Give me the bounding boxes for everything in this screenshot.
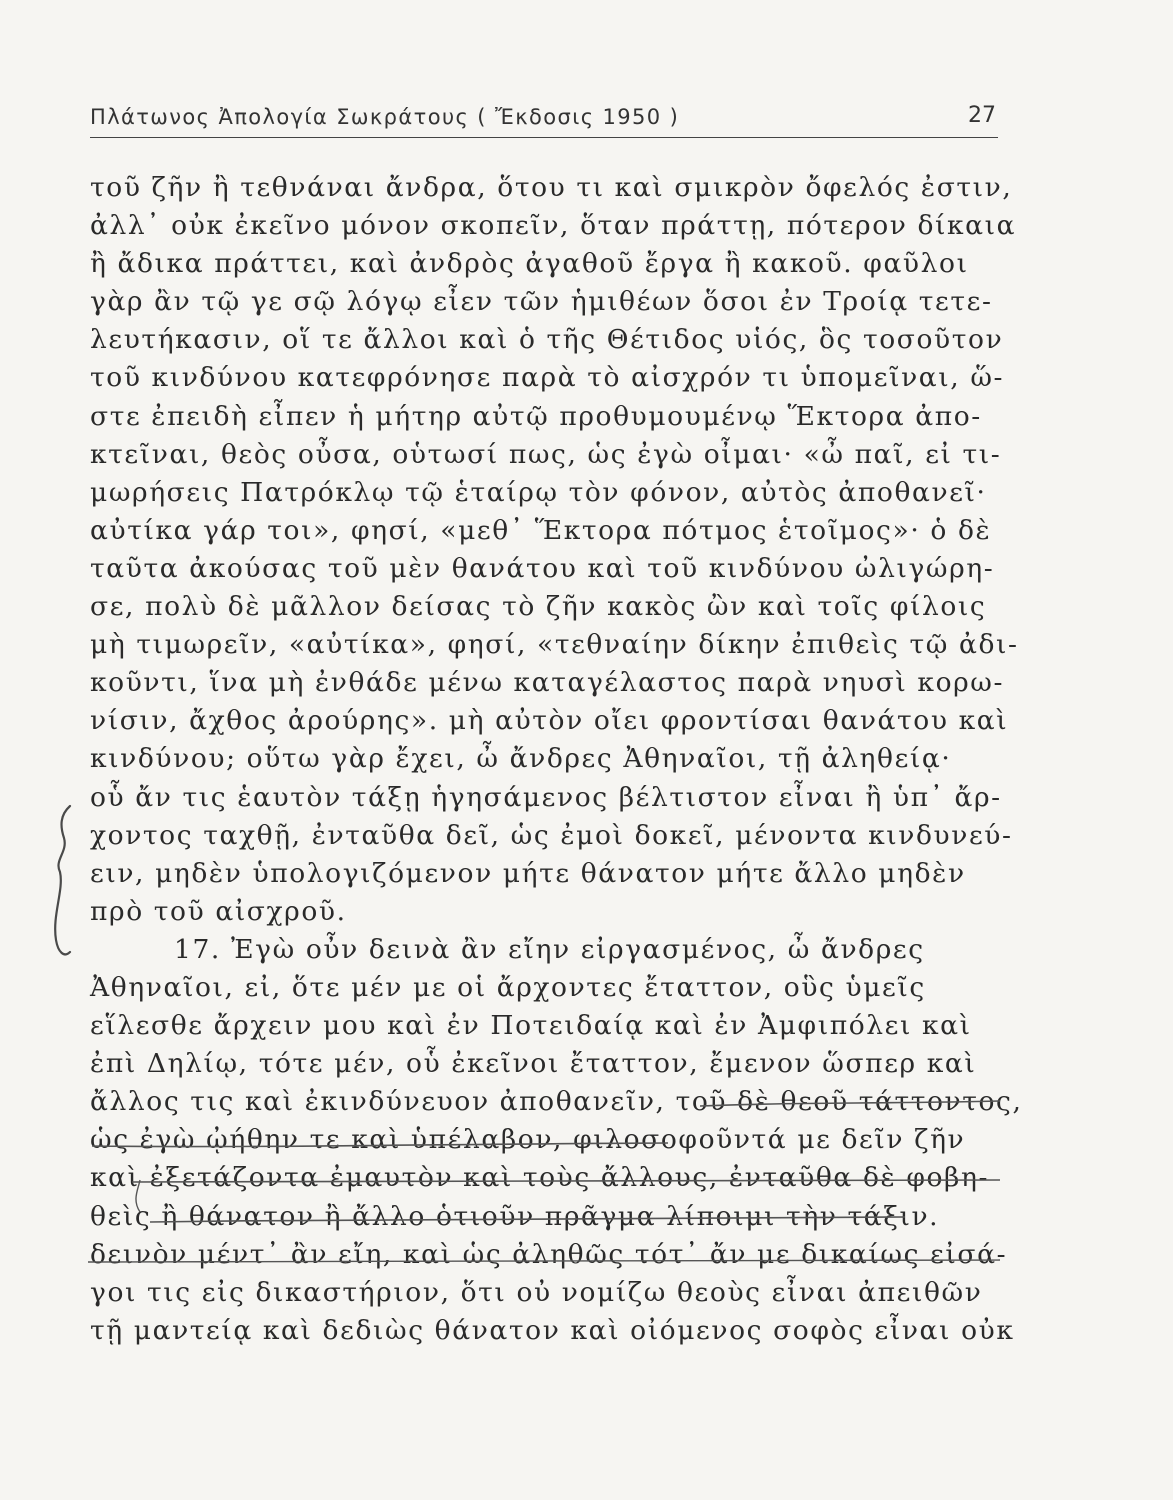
text-line: μὴ τιμωρεῖν, «αὐτίκα», φησί, «τεθναίην δίκην ἐπιθεὶς τῷ ἀδι- xyxy=(90,629,1019,661)
text-line: νίσιν, ἄχθος ἀρούρης». μὴ αὐτὸν οἴει φροντίσαι θανάτου καὶ xyxy=(90,705,1009,737)
text-line: τοῦ ζῆν ἢ τεθνάναι ἄνδρα, ὅτου τι καὶ σμικρὸν ὄφελός ἐστιν, xyxy=(90,172,1013,203)
text-line: λευτήκασιν, οἵ τε ἄλλοι καὶ ὁ τῆς Θέτιδος υἱός, ὃς τοσοῦτον xyxy=(90,324,1004,356)
text-line: γοι τις εἰς δικαστήριον, ὅτι οὐ νομίζω θεοὺς εἶναι ἀπειθῶν xyxy=(90,1276,983,1308)
text-line: κοῦντι, ἵνα μὴ ἐνθάδε μένω καταγέλαστος παρὰ νηυσὶ κορω- xyxy=(90,667,1005,699)
page-number: 27 xyxy=(968,103,996,128)
text-line: δεινὸν μέντ᾽ ἂν εἴη, καὶ ὡς ἀληθῶς τότ᾽ ἄν με δικαίως εἰσά- xyxy=(90,1238,1008,1270)
text-line: στε ἐπειδὴ εἶπεν ἡ μήτηρ αὐτῷ προθυμουμένῳ Ἕκτορα ἀπο- xyxy=(90,400,982,432)
chapter-17-start: 17. Ἐγὼ οὖν δεινὰ ἂν εἴην εἰργασμένος, ὦ ἄνδρες xyxy=(174,933,925,965)
text-line: γὰρ ἂν τῷ γε σῷ λόγῳ εἶεν τῶν ἡμιθέων ὅσοι ἐν Τροίᾳ τετε- xyxy=(90,286,993,318)
text-line: ἢ ἄδικα πράττει, καὶ ἀνδρὸς ἀγαθοῦ ἔργα ἢ κακοῦ. φαῦλοι xyxy=(90,248,969,280)
text-line: θεὶς ἢ θάνατον ἢ ἄλλο ὁτιοῦν πρᾶγμα λίποιμι τὴν τάξιν. xyxy=(90,1200,940,1232)
margin-bracket xyxy=(55,806,70,954)
text-line: χοντος ταχθῇ, ἐνταῦθα δεῖ, ὡς ἐμοὶ δοκεῖ, μένοντα κινδυνεύ- xyxy=(90,819,1013,851)
text-line: τοῦ κινδύνου κατεφρόνησε παρὰ τὸ αἰσχρόν τι ὑπομεῖναι, ὥ- xyxy=(90,362,1005,394)
text-line: Ἀθηναῖοι, εἰ, ὅτε μέν με οἱ ἄρχοντες ἔταττον, οὓς ὑμεῖς xyxy=(90,971,926,1003)
text-line: ἀλλ᾽ οὐκ ἐκεῖνο μόνον σκοπεῖν, ὅταν πράττῃ, πότερον δίκαια xyxy=(90,210,1017,242)
text-line: ἐπὶ Δηλίῳ, τότε μέν, οὗ ἐκεῖνοι ἔταττον, ἔμενον ὥσπερ καὶ xyxy=(90,1048,977,1080)
body-text xyxy=(90,169,1023,1350)
text-line: ταῦτα ἀκούσας τοῦ μὲν θανάτου καὶ τοῦ κινδύνου ὠλιγώρη- xyxy=(90,552,995,584)
text-line: εἵλεσθε ἄρχειν μου καὶ ἐν Ποτειδαίᾳ καὶ ἐν Ἀμφιπόλει καὶ xyxy=(90,1010,972,1042)
text-line: καὶ ἐξετάζοντα ἐμαυτὸν καὶ τοὺς ἄλλους, ἐνταῦθα δὲ φοβη- xyxy=(90,1162,990,1194)
text-line: μωρήσεις Πατρόκλῳ τῷ ἑταίρῳ τὸν φόνον, αὐτὸς ἀποθανεῖ· xyxy=(90,476,987,508)
text-line: σε, πολὺ δὲ μᾶλλον δείσας τὸ ζῆν κακὸς ὢν καὶ τοῖς φίλοις xyxy=(90,591,987,623)
text-line: τῇ μαντείᾳ καὶ δεδιὼς θάνατον καὶ οἰόμενος σοφὸς εἶναι οὐκ xyxy=(90,1314,1015,1346)
text-line: ειν, μηδὲν ὑπολογιζόμενον μήτε θάνατον μήτε ἄλλο μηδὲν xyxy=(90,857,966,889)
header-title: Πλάτωνος Ἀπολογία Σωκράτους ( Ἔκδοσις 1950 ) xyxy=(90,105,680,129)
text-line: κινδύνου; οὕτω γὰρ ἔχει, ὦ ἄνδρες Ἀθηναῖοι, τῇ ἀληθείᾳ· xyxy=(90,743,952,775)
running-header xyxy=(90,103,998,138)
text-line: ἄλλος τις καὶ ἐκινδύνευον ἀποθανεῖν, τοῦ δὲ θεοῦ τάττοντος, xyxy=(90,1086,1023,1118)
text-line: αὐτίκα γάρ τοι», φησί, «μεθ᾽ Ἕκτορα πότμος ἑτοῖμος»· ὁ δὲ xyxy=(90,514,992,546)
text-line: πρὸ τοῦ αἰσχροῦ. xyxy=(90,895,347,927)
text-line: κτεῖναι, θεὸς οὖσα, οὑτωσί πως, ὡς ἐγὼ οἶμαι· «ὦ παῖ, εἰ τι- xyxy=(90,438,1002,470)
text-line: ὡς ἐγὼ ᾠήθην τε καὶ ὑπέλαβον, φιλοσοφοῦντά με δεῖν ζῆν xyxy=(90,1124,966,1156)
text-line: οὗ ἄν τις ἑαυτὸν τάξῃ ἡγησάμενος βέλτιστον εἶναι ἢ ὑπ᾽ ἄρ- xyxy=(90,781,1002,813)
